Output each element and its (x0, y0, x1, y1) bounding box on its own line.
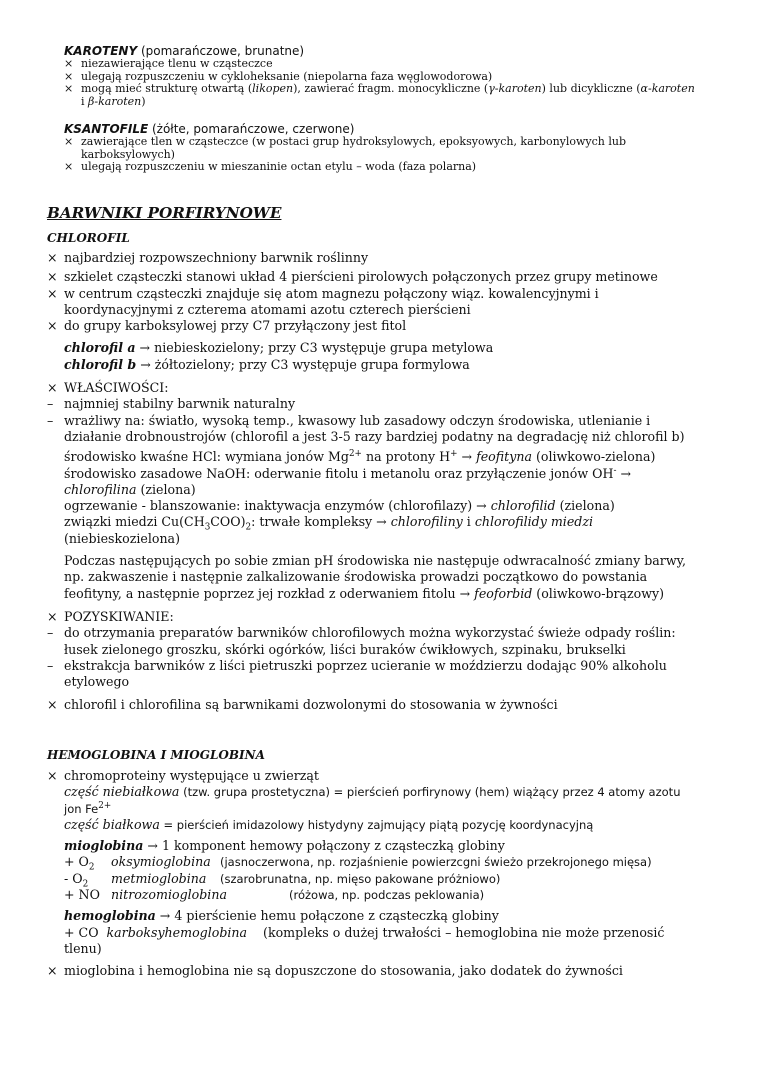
ph-paragraph: Podczas następujących po sobie zmian pH środowiska nie następuje odwracalność zmiany barwy, np. zakwaszenie i następnie zalkalizowanie środowiska prowadzi początkowo do powstania feofityny, a następnie poprzez jej rozkład z oderwaniem fitolu → feoforbid (oliwkowo-brązowy) (64, 553, 687, 601)
ksantofile-item-1: zawierające tlen w cząsteczce (w postaci grup hydroksylowych, epoksyowych, karbonylowych lub karboksylowych) (81, 135, 627, 161)
hemoglobina-block (47, 908, 684, 957)
list-item (47, 396, 707, 412)
hemoglobina-last-item: mioglobina i hemoglobina nie są dopuszczone do stosowania, jako dodatek do żywności (64, 963, 623, 979)
subsection-heading-hemoglobina: HEMOGLOBINA I MIOGLOBINA (47, 748, 265, 762)
chlorofil-item-1: najbardziej rozpowszechniony barwnik roślinny (64, 250, 369, 265)
karoteny-subtitle: (pomarańczowe, brunatne) (137, 44, 305, 58)
bullet-icon: × (47, 697, 58, 713)
bullet-icon: × (47, 380, 58, 396)
bullet-icon: × (47, 269, 58, 285)
chlorofil-b-line: chlorofil b → żółtozielony; przy C3 występuje grupa formylowa (64, 356, 470, 372)
chlorofil-item-2: szkielet cząsteczki stanowi układ 4 pierścieni pirolowych połączonych przez grupy metinowe (64, 269, 658, 285)
bullet-icon: × (47, 285, 58, 301)
bullet-icon: × (64, 57, 74, 70)
list-item (64, 136, 681, 161)
list-item (47, 250, 707, 266)
list-item (47, 318, 707, 334)
bialkowa-line: część białkowa = pierścień imidazolowy histydyny zajmujący piątą pozycję koordynacyjną (64, 816, 594, 832)
bullet-icon: × (64, 135, 74, 148)
chlorofil-types (47, 340, 707, 373)
wlasciwosci-dash-1: najmniej stabilny barwnik naturalny (64, 396, 296, 412)
pozyskiwanie-dash-2: ekstrakcja barwników z liści pietruszki poprzez ucieranie w moździerzu dodając 90% alkoholu etylowego (64, 657, 667, 690)
list-item (47, 658, 704, 691)
bullet-icon: × (64, 82, 74, 96)
wlasciwosci-dash-2: wrażliwy na: światło, wysoką temp., kwasowy lub zasadowy odczyn środowiska, utlenianie i działanie drobnoustrojów (chlorofil a jest 3-5 razy bardziej podatny na degradację niż chlorofil b) (64, 412, 685, 444)
chlorofil-last-item: chlorofil i chlorofilina są barwnikami dozwolonymi do stosowania w żywności (64, 697, 558, 713)
bullet-icon: × (64, 160, 74, 174)
list-item (64, 161, 704, 174)
karoteny-item-1: niezawierające tlenu w cząsteczce (81, 57, 273, 70)
list-item (47, 697, 707, 713)
wlasciwosci-block (47, 380, 707, 602)
hemoglobina-section (47, 768, 707, 980)
dash-icon: – (47, 412, 54, 428)
srodowisko-list (64, 449, 707, 547)
mioglobina-block (47, 838, 707, 903)
bullet-icon: × (47, 318, 58, 334)
srodowisko-kwasne: środowisko kwaśne HCl: wymiana jonów $Mg^{2+}$ na protony H+ → feofityna (oliwkowo-zielona) (64, 449, 656, 465)
subsection-heading-chlorofil: CHLOROFIL (47, 231, 130, 245)
list-item (47, 625, 707, 658)
list-item (64, 83, 704, 108)
bullet-icon: × (47, 608, 58, 624)
dash-icon: – (47, 396, 54, 412)
ksantofile-title-line (64, 122, 704, 136)
hemoglobina-line: hemoglobina → 4 pierścienie hemu połączone z cząsteczką globiny (64, 908, 499, 924)
mioglobina-line: mioglobina → 1 komponent hemowy połączony z cząsteczką globiny (64, 838, 505, 854)
karoteny-title: KAROTENY (64, 44, 138, 58)
chlorofil-item-3: w centrum cząsteczki znajduje się atom magnezu połączony wiąz. kowalencyjnymi i koordynacyjnymi z czterema atomami azotu czterech pierścieni (64, 285, 599, 317)
ksantofile-section (64, 122, 704, 174)
chlorofil-section (47, 250, 707, 714)
zwiazki-miedzi: związki miedzi $Cu(CH_3COO)_2$: trwałe kompleksy → chlorofiliny i chlorofilidy miedzi (niebieskozielona) (64, 514, 594, 546)
dash-icon: – (47, 657, 54, 673)
bullet-icon: × (47, 768, 58, 783)
section-heading-porfiryny: BARWNIKI PORFIRYNOWE (47, 204, 282, 222)
chlorofil-item-4: do grupy karboksylowej przy C7 przyłączony jest fitol (64, 318, 407, 334)
bullet-icon: × (47, 250, 58, 265)
ksantofile-item-2: ulegają rozpuszczeniu w mieszaninie octan etylu – woda (faza polarna) (81, 160, 477, 174)
mio-row: - $O_2$ metmioglobina (szarobrunatna, np. mięso pakowane próżniowo) (64, 870, 501, 890)
karoteny-item-3: mogą mieć strukturę otwartą (likopen), zawierać fragm. monocykliczne (γ-karoten) lub dicykliczne (α-karoten i β-karoten) (81, 82, 695, 108)
chlorofil-a-line: chlorofil a → niebieskozielony; przy C3 występuje grupa metylowa (64, 340, 494, 356)
pozyskiwanie-dash-1: do otrzymania preparatów barwników chlorofilowych można wykorzystać świeże odpady roślin: łusek zielonego groszku, skórki ogórków, liści buraków ćwikłowych, szpinaku, brukselki (64, 625, 676, 657)
hemoglobina-item-1: chromoproteiny występujące u zwierząt (64, 768, 319, 783)
bullet-icon: × (47, 963, 58, 979)
ksantofile-subtitle: (żółte, pomarańczowe, czerwone) (148, 122, 355, 136)
ksantofile-title: KSANTOFILE (64, 122, 149, 136)
list-item (47, 286, 694, 319)
pozyskiwanie-block (47, 609, 707, 690)
list-item (47, 413, 707, 446)
list-item (47, 768, 707, 784)
karoteny-title-line (64, 44, 704, 58)
mio-row: + $O_2$ oksymioglobina (jasnoczerwona, np. rozjaśnienie powierzcgni świeżo przekrojonego mięsa) (64, 854, 652, 873)
niebialkowa-line: część niebiałkowa (tzw. grupa prostetyczna) = pierścień porfirynowy (hem) wiążący przez 4 atomy azotu jon $Fe^{2+}$ (64, 784, 681, 816)
hemo-row: + CO karboksyhemoglobina (kompleks o dużej trwałości – hemoglobina nie może przenosić tlenu) (64, 924, 665, 956)
srodowisko-zasadowe: środowisko zasadowe NaOH: oderwanie fitolu i metanolu oraz przyłączenie jonów OH- → chlorofilina (zielona) (64, 465, 632, 497)
karoteny-item-2: ulegają rozpuszczeniu w cykloheksanie (niepolarna faza węglowodorowa) (81, 69, 493, 83)
mio-row: + NO nitrozomioglobina (różowa, np. podczas peklowania) (64, 887, 485, 903)
karoteny-section (64, 44, 704, 108)
dash-icon: – (47, 625, 54, 641)
ogrzewanie: ogrzewanie - blanszowanie: inaktywacja enzymów (chlorofilazy) → chlorofilid (zielona) (64, 498, 615, 514)
list-item (47, 963, 707, 979)
bullet-icon: × (64, 69, 74, 83)
pozyskiwanie-label: POZYSKIWANIE: (64, 608, 174, 624)
list-item (47, 269, 707, 285)
wlasciwosci-label: WŁAŚCIWOŚCI: (64, 380, 169, 396)
